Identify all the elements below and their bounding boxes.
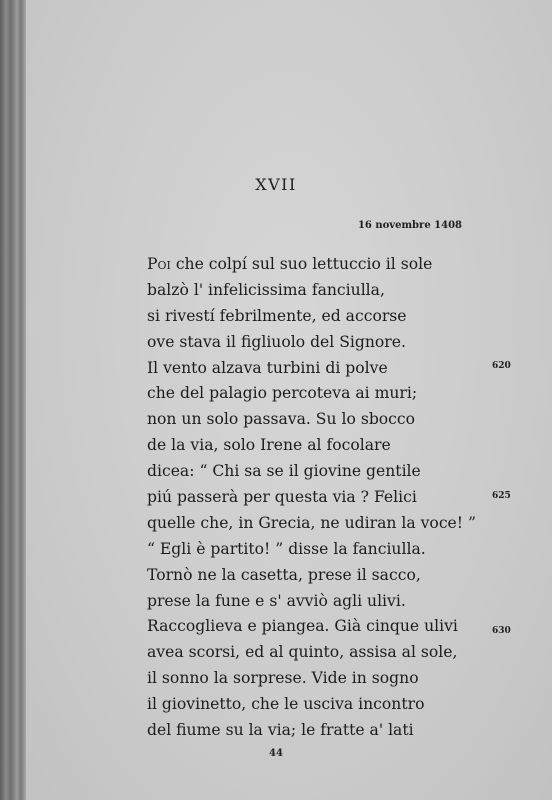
poem-line: non un solo passava. Su lo sbocco (147, 410, 416, 429)
date-line: 16 novembre 1408 (357, 220, 462, 231)
poem-line: Il vento alzava turbini di polve (147, 358, 388, 377)
poem-line: Raccoglieva e piangea. Già cinque ulivi (147, 617, 458, 636)
poem-line: quelle che, in Grecia, ne udiran la voce! ” (147, 513, 476, 532)
poem-line: Tornò ne la casetta, prese il sacco, (147, 565, 421, 584)
poem-line: dicea: “ Chi sa se il giovine gentile (147, 462, 421, 481)
section-heading: XVII (255, 175, 297, 194)
poem-line: ove stava il figliuolo del Signore. (147, 332, 406, 351)
line-number-625: 625 (492, 491, 511, 501)
first-word: Poi (147, 255, 171, 273)
poem-line: de la via, solo Irene al focolare (147, 436, 391, 455)
line-number-630: 630 (492, 626, 511, 636)
poem-line: “ Egli è partito! ” disse la fanciulla. (147, 539, 426, 558)
line-number-620: 620 (492, 361, 511, 371)
poem-line: che del palagio percoteva ai muri; (147, 384, 418, 403)
poem-line: si rivestí febrilmente, ed accorse (147, 306, 407, 325)
poem-line: il sonno la sorprese. Vide in sogno (147, 669, 419, 688)
poem-text (147, 252, 477, 744)
poem-line: piú passerà per questa via ? Felici (147, 488, 417, 507)
poem-line: del fiume su la via; le fratte a' lati (147, 721, 414, 740)
poem-line: prese la fune e s' avviò agli ulivi. (147, 591, 406, 610)
book-binding-edge (0, 0, 26, 800)
poem-line (147, 252, 477, 278)
poem-line: balzò l' infelicissima fanciulla, (147, 280, 385, 299)
poem-line: il giovinetto, che le usciva incontro (147, 695, 425, 714)
poem-line: avea scorsi, ed al quinto, assisa al sole, (147, 643, 458, 662)
poem-line-text: che colpí sul suo lettuccio il sole (170, 255, 433, 273)
page-number: 44 (269, 748, 283, 759)
